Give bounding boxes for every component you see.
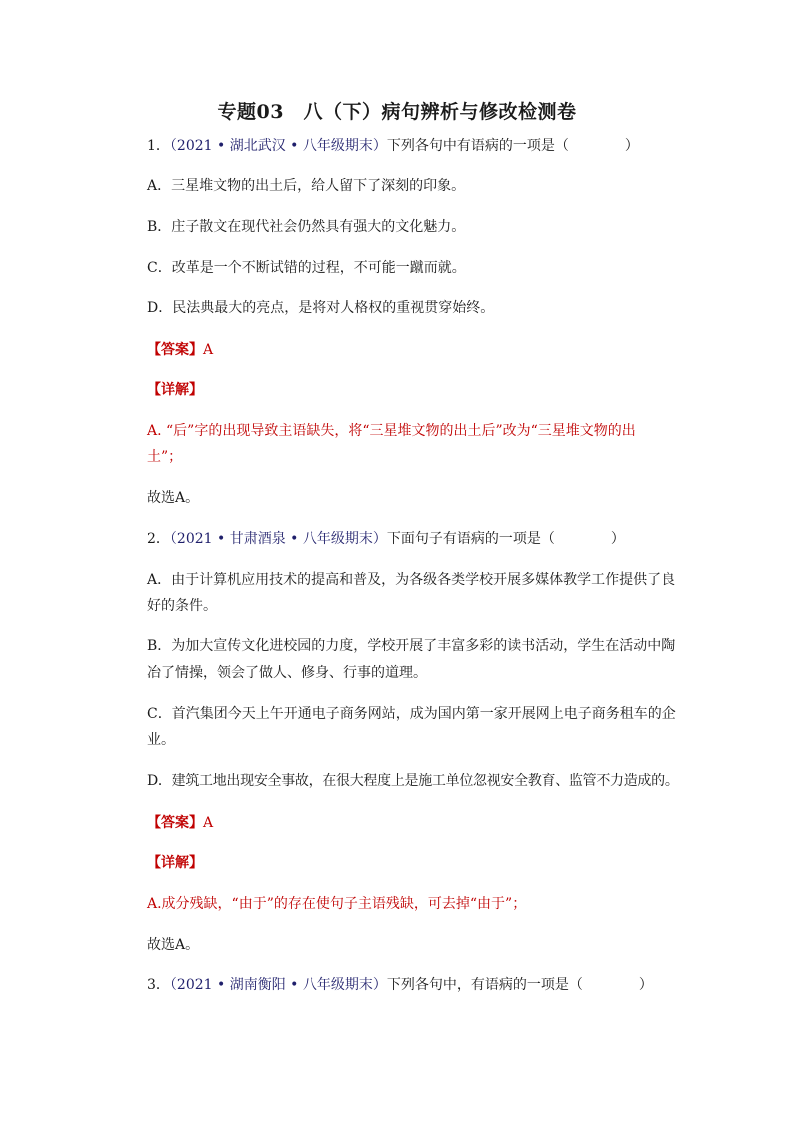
page-title: 专题03 八（下）病句辨析与修改检测卷 <box>217 101 577 123</box>
conclusion: 故选A。 <box>147 937 200 953</box>
option-b-line-1: B．为加大宣传文化进校园的力度，学校开展了丰富多彩的读书活动，学生在活动中陶 <box>147 638 676 654</box>
question-source: （2021 • 甘肃酒泉 • 八年级期末） <box>169 531 387 547</box>
question-stem: 下列各句中，有语病的一项是（ ） <box>386 977 653 993</box>
conclusion: 故选A。 <box>147 490 200 506</box>
option-a-line-2: 好的条件。 <box>147 598 217 614</box>
answer-line <box>147 811 687 835</box>
question-2-header <box>147 527 687 551</box>
question-1-header <box>147 134 687 158</box>
option-b-line-2: 冶了情操，领会了做人、修身、行事的道理。 <box>147 665 427 681</box>
detail-label: 【详解】 <box>147 382 203 398</box>
answer-line <box>147 338 687 362</box>
question-number: 2． <box>147 531 170 547</box>
question-number: 3． <box>147 977 170 993</box>
question-source: （2021 • 湖北武汉 • 八年级期末） <box>169 138 387 154</box>
detail-text-line-1: A. “后”字的出现导致主语缺失，将“三星堆文物的出土后”改为“三星堆文物的出 <box>147 423 636 439</box>
question-stem: 下列各句中有语病的一项是（ ） <box>386 138 639 154</box>
question-stem: 下面句子有语病的一项是（ ） <box>386 531 625 547</box>
option-a-line-1: A．由于计算机应用技术的提高和普及，为各级各类学校开展多媒体教学工作提供了良 <box>147 572 676 588</box>
question-source: （2021 • 湖南衡阳 • 八年级期末） <box>169 977 387 993</box>
option-c: C．改革是一个不断试错的过程，不可能一蹴而就。 <box>147 260 466 276</box>
option-b: B．庄子散文在现代社会仍然具有强大的文化魅力。 <box>147 219 466 235</box>
detail-text-line-2: 土”； <box>147 449 183 465</box>
option-a: A．三星堆文物的出土后，给人留下了深刻的印象。 <box>147 178 466 194</box>
answer-value: A <box>203 815 214 831</box>
question-number: 1． <box>147 138 170 154</box>
detail-text-line-1: A.成分残缺，“由于”的存在使句子主语残缺，可去掉“由于”； <box>147 896 527 912</box>
option-d: D．建筑工地出现安全事故，在很大程度上是施工单位忽视安全教育、监管不力造成的。 <box>147 773 679 789</box>
question-3-header <box>147 973 687 997</box>
detail-label: 【详解】 <box>147 855 203 871</box>
option-d: D．民法典最大的亮点，是将对人格权的重视贯穿始终。 <box>147 300 495 316</box>
option-c-line-1: C．首汽集团今天上午开通电子商务网站，成为国内第一家开展网上电子商务租车的企 <box>147 706 676 722</box>
answer-label: 【答案】 <box>147 342 203 358</box>
option-c-line-2: 业。 <box>147 732 175 748</box>
answer-value: A <box>203 342 214 358</box>
answer-label: 【答案】 <box>147 815 203 831</box>
